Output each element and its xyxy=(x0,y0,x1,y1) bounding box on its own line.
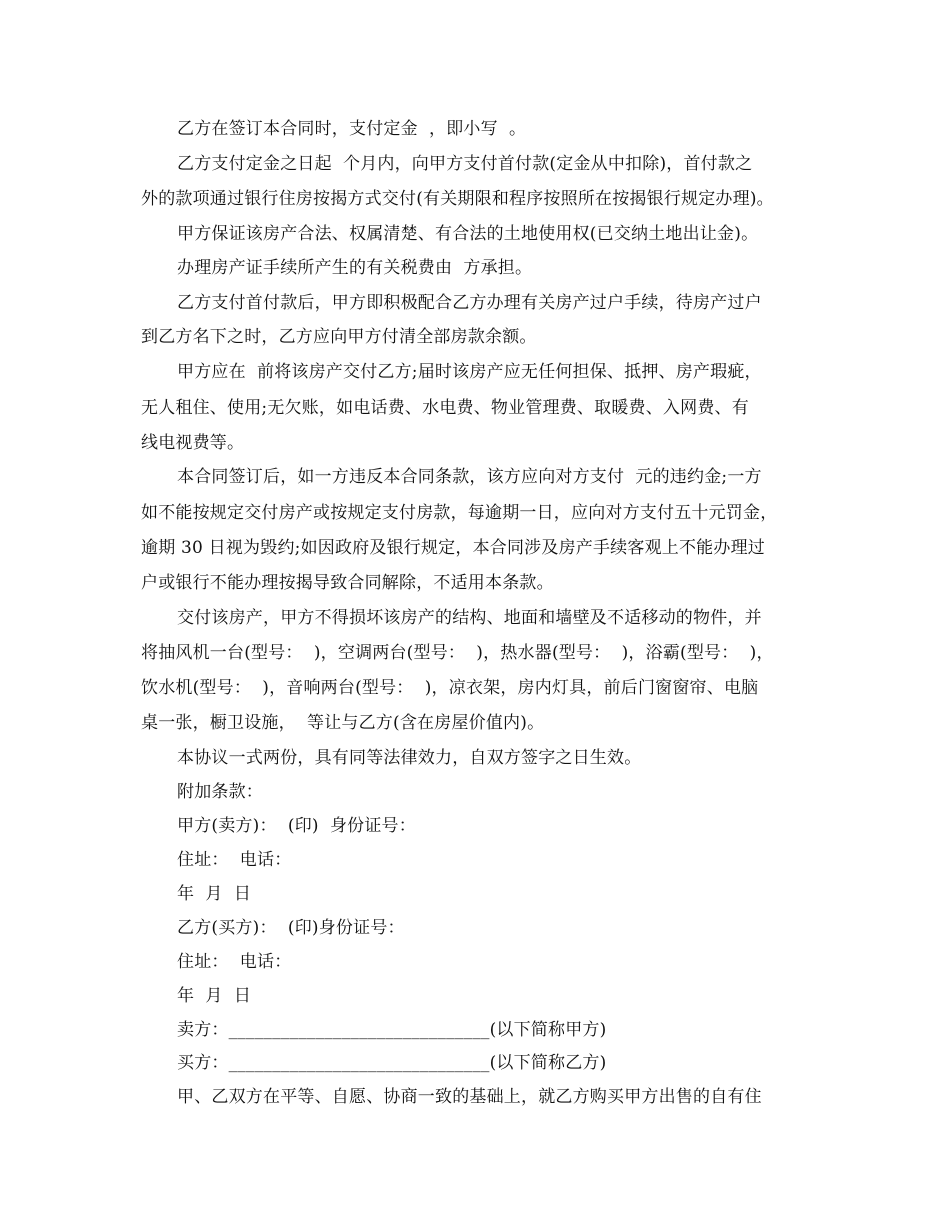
paragraph-line: 户或银行不能办理按揭导致合同解除，不适用本条款。 xyxy=(141,573,554,593)
paragraph-line: 乙方在签订本合同时，支付定金 ，即小写 。 xyxy=(177,119,527,139)
paragraph-line: 饮水机(型号： )，音响两台(型号： )，凉衣架，房内灯具，前后门窗窗帘、电脑 xyxy=(141,678,759,698)
paragraph-line: 甲方保证该房产合法、权属清楚、有合法的土地使用权(已交纳土地出让金)。 xyxy=(177,224,759,244)
paragraph-line: 本协议一式两份，具有同等法律效力，自双方签字之日生效。 xyxy=(177,748,642,768)
paragraph-line: 线电视费等。 xyxy=(141,433,245,453)
paragraph-line: 无人租住、使用;无欠账，如电话费、水电费、物业管理费、取暖费、入网费、有 xyxy=(141,398,749,418)
date-line: 年 月 日 xyxy=(177,884,252,904)
paragraph-line: 外的款项通过银行住房按揭方式交付(有关期限和程序按照所在按揭银行规定办理)。 xyxy=(141,189,774,209)
paragraph-line: 附加条款： xyxy=(177,782,263,802)
paragraph-line: 办理房产证手续所产生的有关税费由 方承担。 xyxy=(177,258,533,278)
paragraph-line: 本合同签订后，如一方违反本合同条款，该方应向对方支付 元的违约金;一方 xyxy=(177,467,762,487)
paragraph-line: 乙方支付定金之日起 个月内，向甲方支付首付款(定金从中扣除)，首付款之 xyxy=(177,154,753,174)
paragraph-line: 交付该房产，甲方不得损坏该房产的结构、地面和墙壁及不适移动的物件，并 xyxy=(177,608,762,628)
party-line: 卖方：______________________________(以下简称甲方) xyxy=(177,1020,607,1040)
paragraph-line: 甲方应在 前将该房产交付乙方;届时该房产应无任何担保、抵押、房产瑕疵， xyxy=(177,362,762,382)
paragraph-line: 乙方支付首付款后，甲方即积极配合乙方办理有关房产过户手续，待房产过户 xyxy=(177,293,762,313)
paragraph-line: 逾期 30 日视为毁约;如因政府及银行规定，本合同涉及房产手续客观上不能办理过 xyxy=(141,538,765,558)
signature-line: 住址： 电话： xyxy=(177,850,292,870)
paragraph-line: 到乙方名下之时，乙方应向甲方付清全部房款余额。 xyxy=(141,327,537,347)
paragraph-line: 桌一张，橱卫设施， 等让与乙方(含在房屋价值内)。 xyxy=(141,713,545,733)
date-line: 年 月 日 xyxy=(177,986,252,1006)
signature-line: 住址： 电话： xyxy=(177,952,292,972)
signature-line: 甲方(卖方)： (印) 身份证号： xyxy=(177,816,416,836)
party-line: 买方：______________________________(以下简称乙方) xyxy=(177,1053,607,1073)
paragraph-line: 如不能按规定交付房产或按规定支付房款，每逾期一日，应向对方支付五十元罚金， xyxy=(141,503,778,523)
paragraph-line: 甲、乙双方在平等、自愿、协商一致的基础上，就乙方购买甲方出售的自有住 xyxy=(177,1087,762,1107)
signature-line: 乙方(买方)： (印)身份证号： xyxy=(177,918,405,938)
paragraph-line: 将抽风机一台(型号： )，空调两台(型号： )，热水器(型号： )，浴霸(型号： )， xyxy=(141,643,774,663)
